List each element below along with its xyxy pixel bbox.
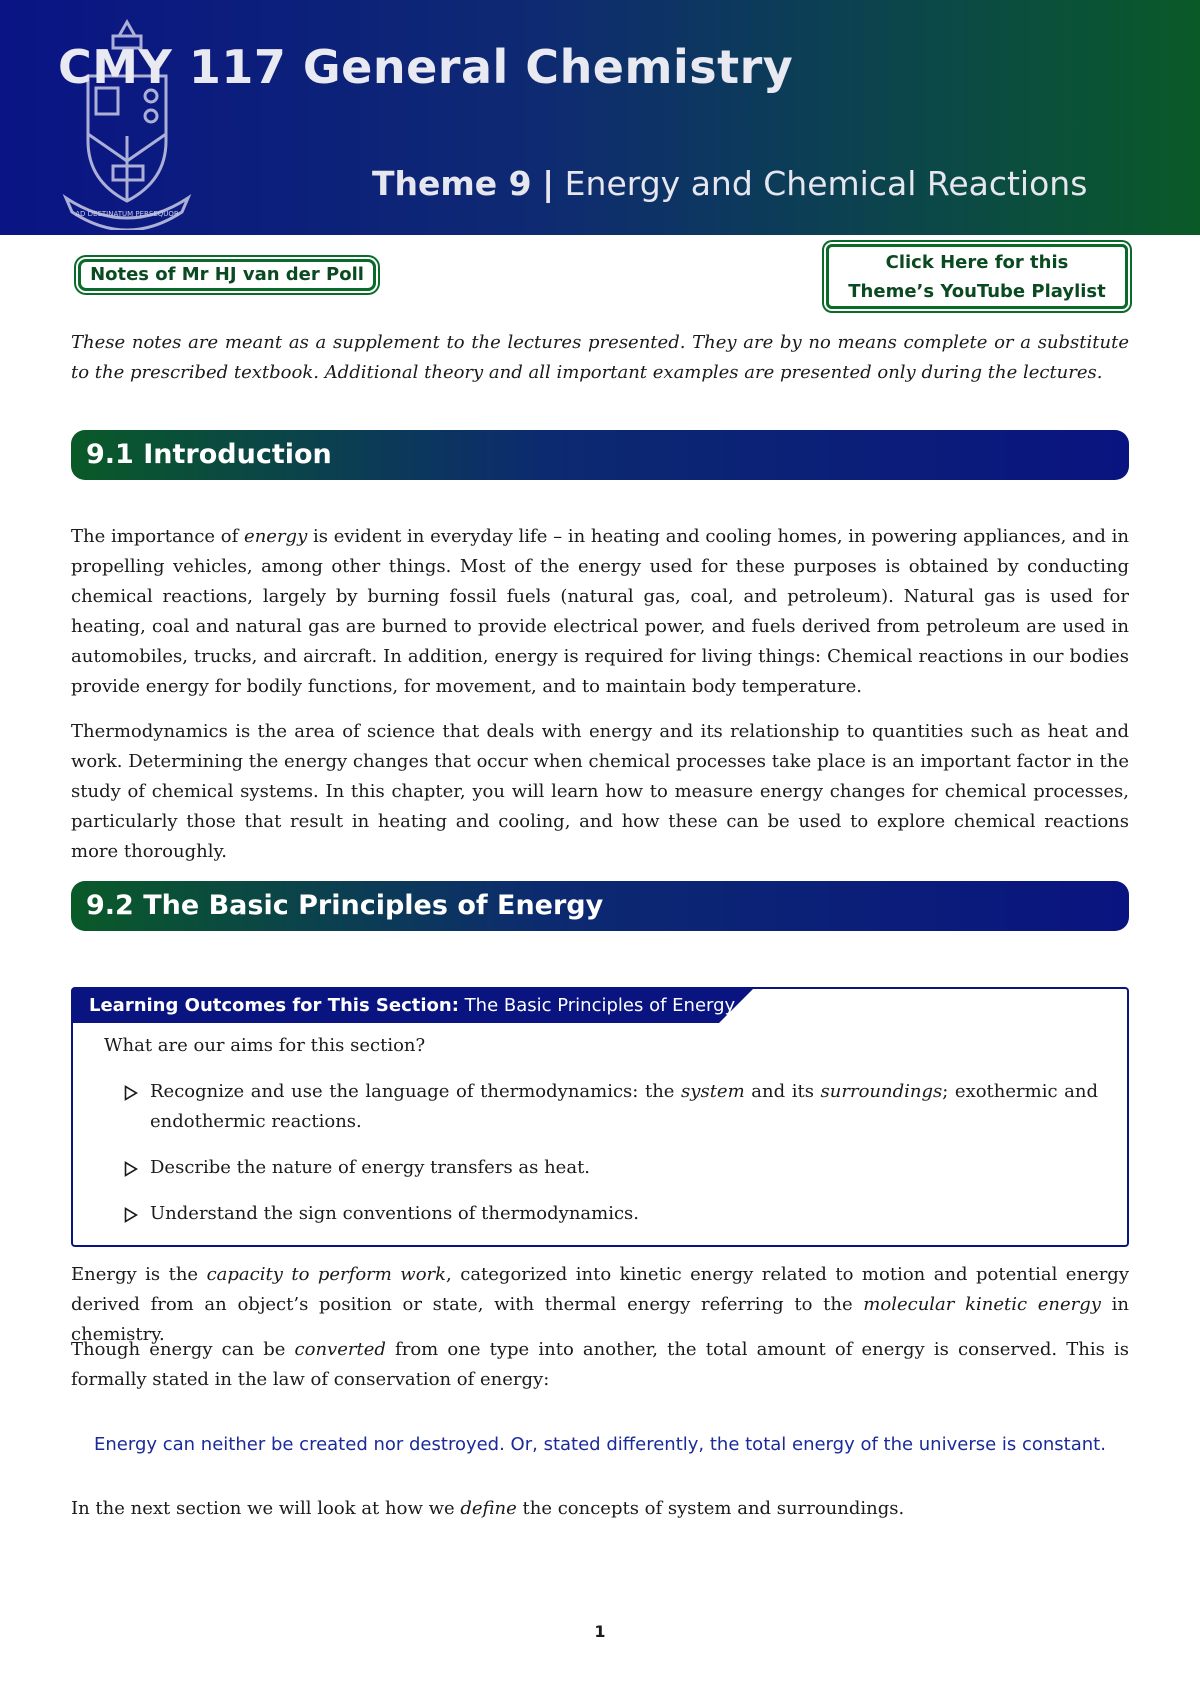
learning-outcomes-box	[71, 987, 1129, 1247]
notes-author-badge: Notes of Mr HJ van der Poll	[78, 259, 376, 291]
playlist-button-line2: Theme’s YouTube Playlist	[848, 281, 1106, 302]
outcome-item: Recognize and use the language of thermodynamics: the system and its surroundings; exothermic and endothermic reactions.	[122, 1077, 1098, 1137]
conservation-paragraph: Though energy can be converted from one type into another, the total amount of energy is conserved. This is formally stated in the law of conservation of energy:	[71, 1339, 1129, 1390]
learning-outcomes-list	[122, 1077, 1098, 1245]
theme-name: Energy and Chemical Reactions	[564, 164, 1088, 203]
section-heading-introduction: 9.1 Introduction	[71, 430, 1129, 480]
course-title: CMY 117 General Chemistry	[58, 40, 794, 94]
header-banner	[0, 0, 1200, 235]
youtube-playlist-button[interactable]	[826, 244, 1128, 309]
learning-outcomes-label: Learning Outcomes for This Section:	[89, 995, 459, 1016]
theme-title	[372, 164, 1087, 203]
page-number: 1	[594, 1622, 606, 1641]
triangle-bullet-icon	[124, 1085, 138, 1101]
section-heading-basic-principles: 9.2 The Basic Principles of Energy	[71, 881, 1129, 931]
learning-outcomes-topic: The Basic Principles of Energy	[464, 995, 736, 1016]
intro-paragraph-1: The importance of energy is evident in everyday life – in heating and cooling homes, in powering appliances, and in propelling vehicles, among other things. Most of the energy used for these purposes is obtained by conducting chemical reactions, largely by burning fossil fuels (natural gas, coal, and petroleum). Natural gas is used for heating, coal and natural gas are burned to provide electrical power, and fuels derived from petroleum are used in automobiles, trucks, and aircraft. In addition, energy is required for living things: Chemical reactions in our bodies provide energy for bodily functions, for movement, and to maintain body temperature.	[71, 526, 1129, 697]
outcome-item: Describe the nature of energy transfers as heat.	[122, 1153, 1098, 1183]
learning-outcomes-title	[89, 991, 735, 1021]
next-section-paragraph: In the next section we will look at how we define the concepts of system and surroundings.	[71, 1498, 905, 1519]
outcome-item: Understand the sign conventions of thermodynamics.	[122, 1199, 1098, 1229]
playlist-button-line1: Click Here for this	[885, 252, 1069, 273]
intro-paragraph-2: Thermodynamics is the area of science that deals with energy and its relationship to quantities such as heat and work. Determining the energy changes that occur when chemical processes take place is an important factor in the study of chemical systems. In this chapter, you will learn how to measure energy changes for chemical processes, particularly those that result in heating and cooling, and how these can be used to explore chemical reactions more thoroughly.	[71, 721, 1129, 862]
triangle-bullet-icon	[124, 1161, 138, 1177]
crest-motto: AD DESTINATUM PERSEQUOR	[75, 210, 179, 218]
energy-definition-paragraph: Energy is the capacity to perform work, categorized into kinetic energy related to motion and potential energy derived from an object’s position or state, with thermal energy referring to the molecular kinetic energy in chemistry.	[71, 1264, 1130, 1345]
learning-outcomes-intro: What are our aims for this section?	[104, 1035, 426, 1056]
theme-number: Theme 9	[372, 164, 532, 203]
triangle-bullet-icon	[124, 1207, 138, 1223]
theme-separator: |	[542, 164, 555, 203]
law-of-conservation-quote: Energy can neither be created nor destroyed. Or, stated differently, the total energy of the universe is constant.	[94, 1434, 1106, 1455]
disclaimer-text: These notes are meant as a supplement to the lectures presented. They are by no means complete or a substitute to the prescribed textbook. Additional theory and all important examples are presented only during the lectures.	[71, 332, 1129, 383]
